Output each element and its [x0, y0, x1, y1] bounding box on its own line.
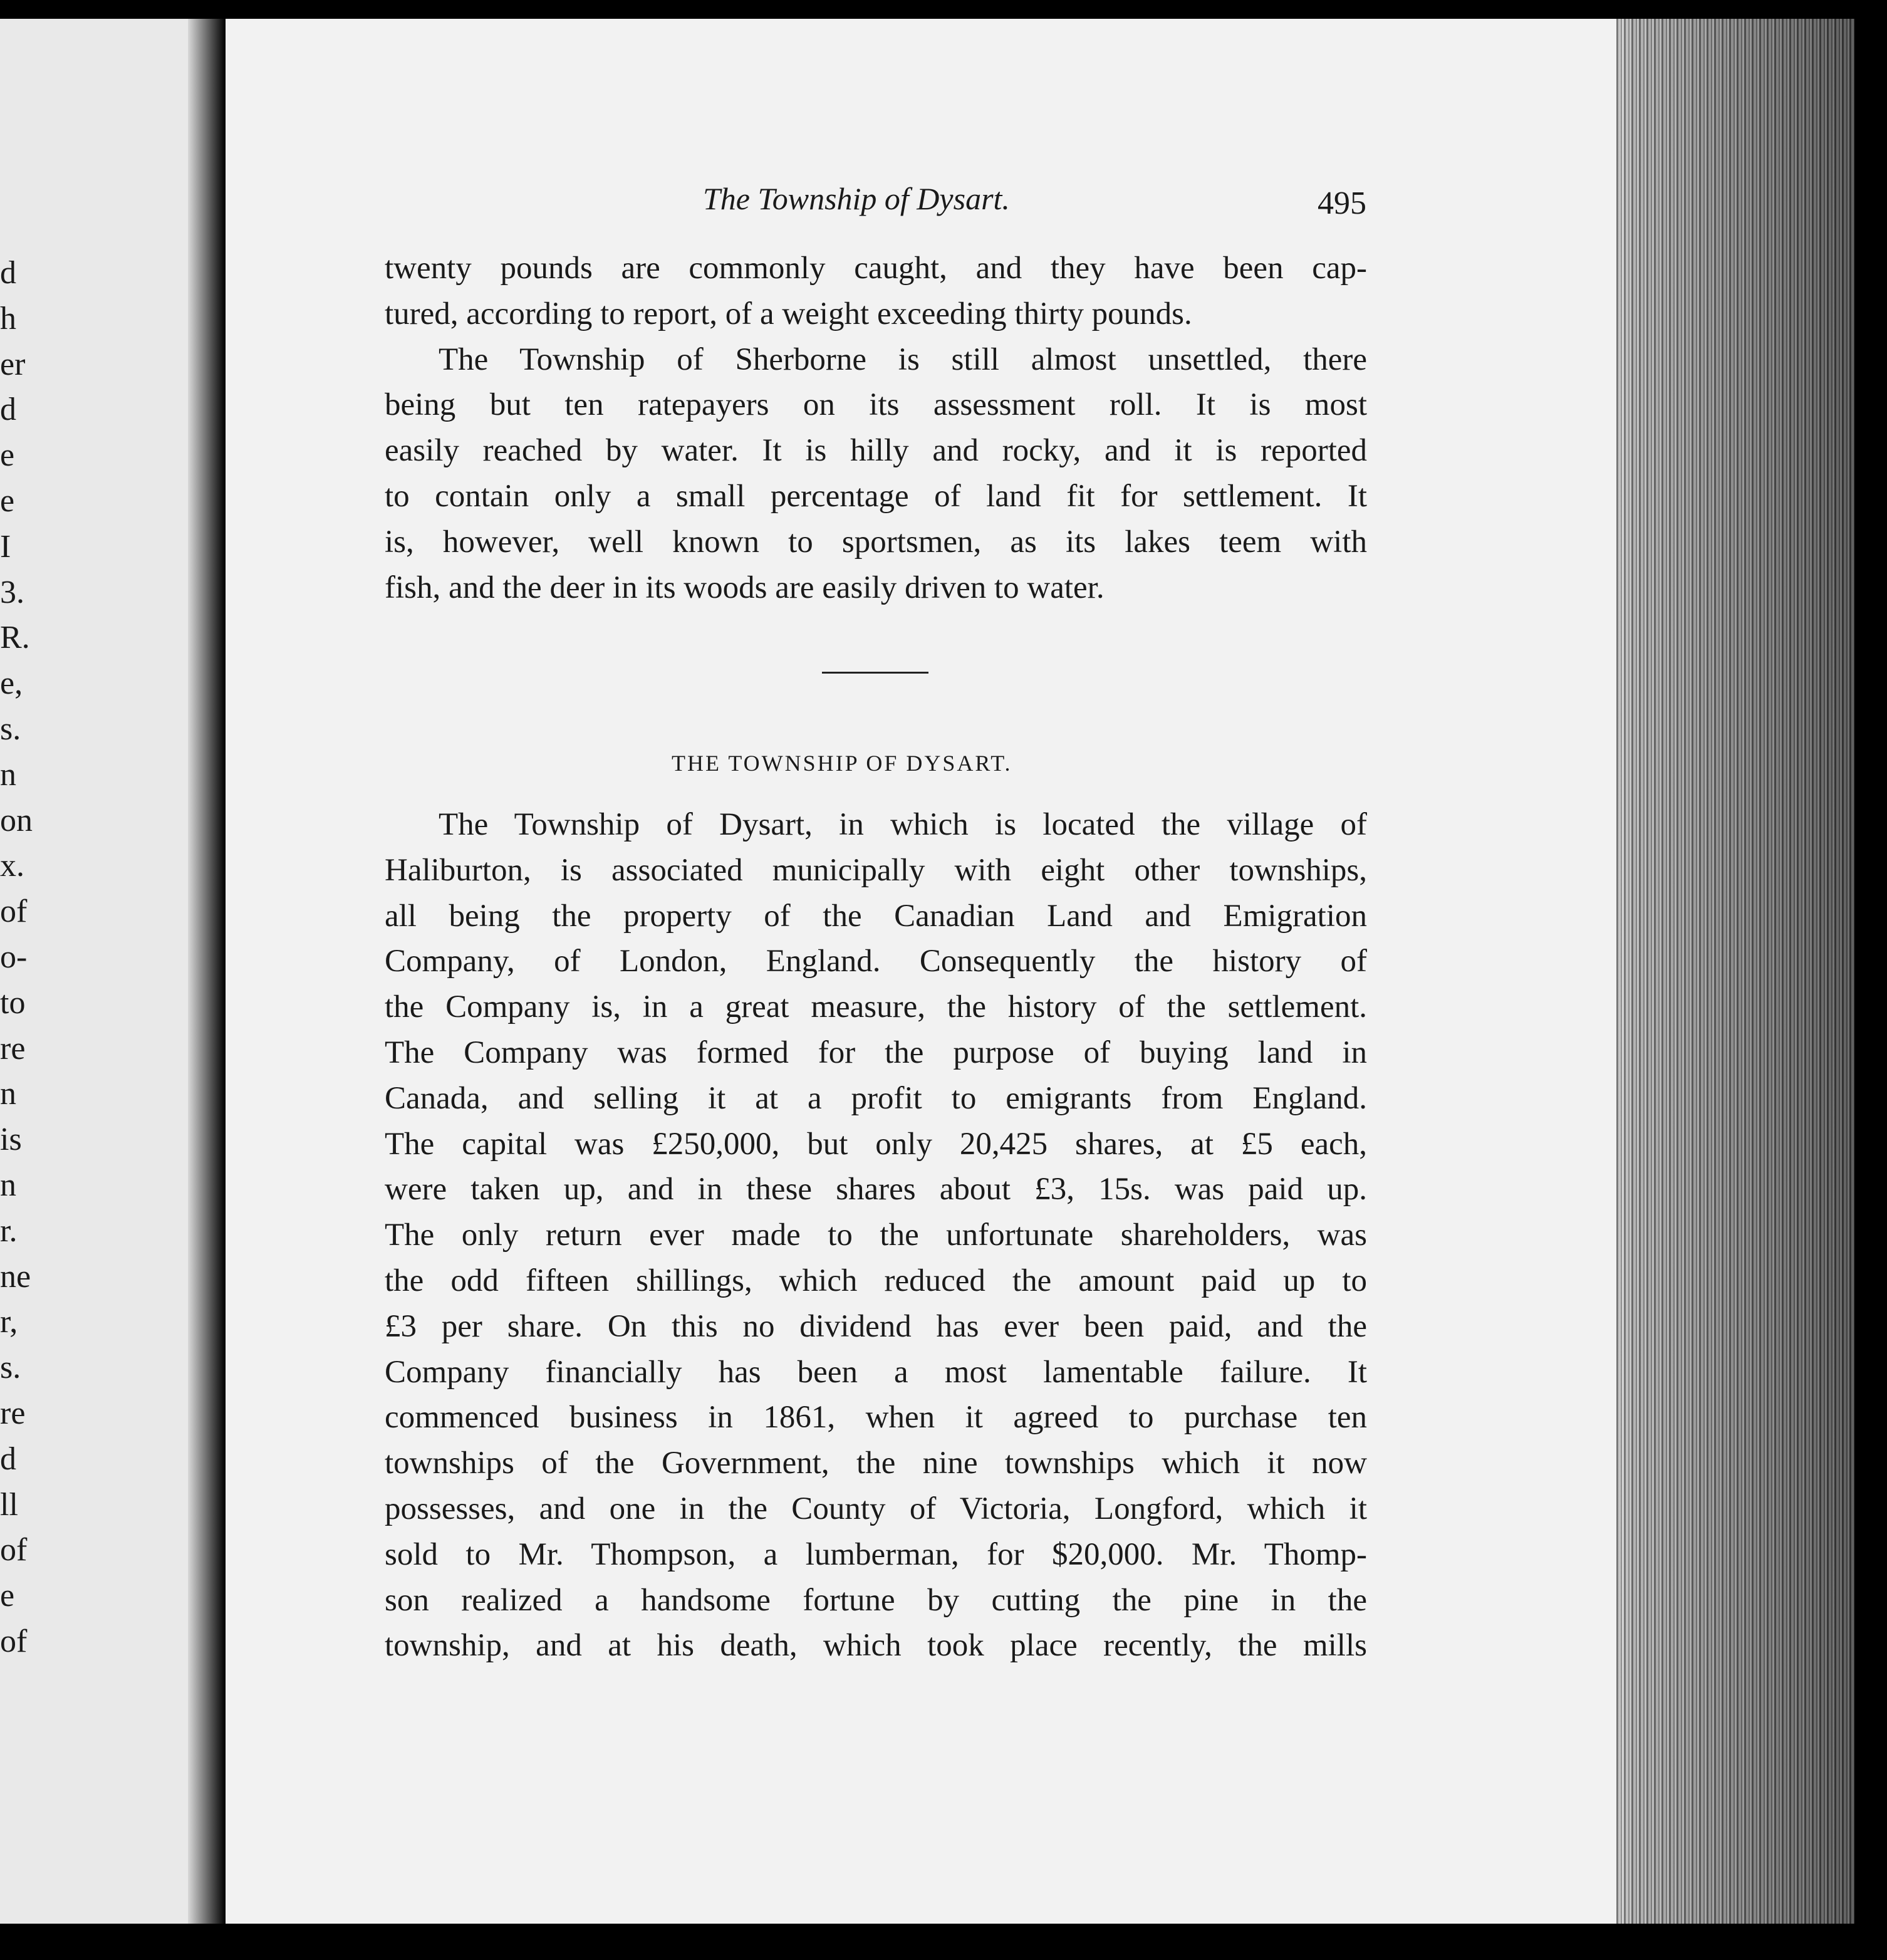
margin-char: of [0, 1623, 28, 1659]
margin-char: on [0, 802, 33, 838]
margin-char: ne [0, 1258, 31, 1295]
margin-char: s. [0, 1350, 21, 1386]
margin-char: re [0, 1030, 26, 1066]
margin-char: to [0, 984, 26, 1021]
margin-char: er [0, 346, 26, 382]
text-line: The Township of Dysart, in which is located the village of [439, 807, 1367, 842]
text-line: to contain only a small percentage of land fit for settlement. It [385, 478, 1367, 514]
text-line: Company, of London, England. Consequently the history of [385, 944, 1367, 979]
margin-char: re [0, 1395, 26, 1431]
margin-char: 3. [0, 574, 24, 610]
text-line: were taken up, and in these shares about £3, 15s. was paid up. [385, 1172, 1367, 1207]
margin-char: ll [0, 1486, 18, 1523]
page-number: 495 [1318, 185, 1366, 221]
page-gutter [188, 19, 226, 1924]
text-line: The capital was £250,000, but only 20,425 shares, at £5 each, [385, 1126, 1367, 1162]
margin-char: h [0, 300, 16, 336]
paragraph-block-1 [385, 246, 1367, 610]
margin-char: e, [0, 665, 23, 702]
margin-char: o- [0, 939, 28, 975]
margin-char: n [0, 1076, 16, 1112]
text-line: townships of the Government, the nine townships which it now [385, 1446, 1367, 1481]
margin-char: of [0, 1532, 28, 1568]
margin-char: d [0, 392, 16, 428]
margin-char: n [0, 1167, 16, 1203]
margin-char: R. [0, 620, 30, 656]
text-line: The Company was formed for the purpose of buying land in [385, 1035, 1367, 1070]
text-line: tured, according to report, of a weight exceeding thirty pounds. [385, 296, 1192, 331]
margin-char: of [0, 894, 28, 930]
text-line: being but ten ratepayers on its assessment roll. It is most [385, 387, 1367, 423]
left-page [0, 19, 207, 1924]
margin-char: e [0, 482, 15, 519]
margin-char: x. [0, 848, 24, 884]
text-line: fish, and the deer in its woods are easily driven to water. [385, 570, 1105, 605]
margin-char: is [0, 1122, 22, 1158]
text-line: The only return ever made to the unfortunate shareholders, was [385, 1217, 1367, 1253]
running-head: The Township of Dysart. [703, 181, 1010, 216]
page-edges-shadow [1616, 19, 1854, 1924]
text-line: The Township of Sherborne is still almost unsettled, there [439, 341, 1367, 377]
text-line: township, and at his death, which took place recently, the mills [385, 1628, 1367, 1664]
margin-char: I [0, 528, 11, 565]
text-line: Haliburton, is associated municipally with eight other townships, [385, 852, 1367, 888]
text-line: all being the property of the Canadian Land and Emigration [385, 898, 1367, 934]
text-line: Company financially has been a most lamentable failure. It [385, 1354, 1367, 1390]
margin-char: s. [0, 711, 21, 747]
margin-char: e [0, 437, 15, 474]
left-page-margin-text [0, 251, 33, 1665]
text-line: twenty pounds are commonly caught, and they have been cap- [385, 251, 1367, 286]
paragraph-block-2 [385, 802, 1367, 1669]
text-line: sold to Mr. Thompson, a lumberman, for $20,000. Mr. Thomp- [385, 1536, 1367, 1572]
margin-char: r. [0, 1212, 18, 1249]
text-line: £3 per share. On this no dividend has ever been paid, and the [385, 1308, 1367, 1344]
margin-char: r, [0, 1304, 18, 1340]
text-line: commenced business in 1861, when it agreed to purchase ten [385, 1400, 1367, 1436]
text-line: possesses, and one in the County of Victoria, Longford, which it [385, 1491, 1367, 1526]
margin-char: d [0, 255, 16, 291]
section-divider [822, 672, 928, 674]
margin-char: n [0, 756, 16, 793]
text-line: the Company is, in a great measure, the history of the settlement. [385, 989, 1367, 1025]
text-line: son realized a handsome fortune by cutting the pine in the [385, 1582, 1367, 1618]
margin-char: e [0, 1578, 15, 1614]
text-line: easily reached by water. It is hilly and rocky, and it is reported [385, 433, 1367, 469]
section-heading: THE TOWNSHIP OF DYSART. [672, 751, 1012, 776]
text-line: Canada, and selling it at a profit to emigrants from England. [385, 1080, 1367, 1116]
text-line: the odd fifteen shillings, which reduced the amount paid up to [385, 1263, 1367, 1298]
text-line: is, however, well known to sportsmen, as its lakes teem with [385, 524, 1367, 560]
margin-char: d [0, 1441, 16, 1477]
